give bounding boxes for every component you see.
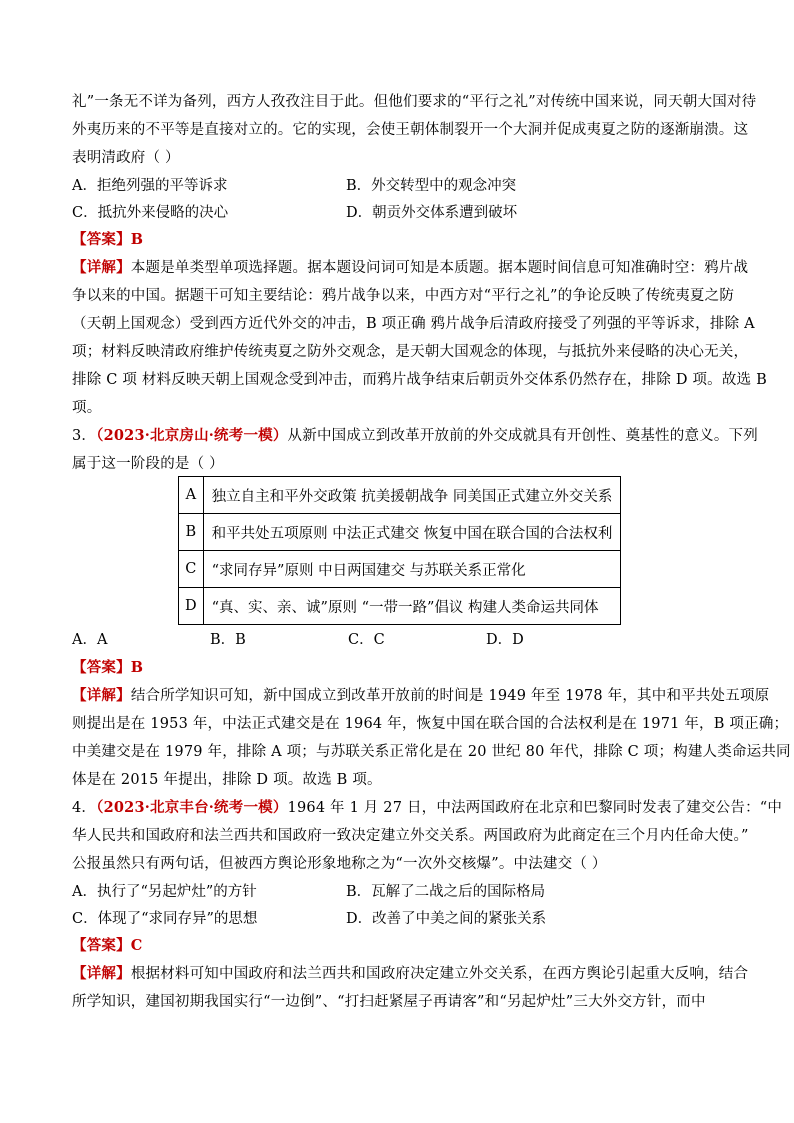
- q3-option-d: D．D: [486, 632, 524, 648]
- q2-detail-line: 排除 C 项 材料反映天朝上国观念受到冲击，而鸦片战争结束后朝贡外交体系仍然存在，排除 D 项。故选 B: [72, 372, 767, 388]
- q4-option-c: C．体现了“求同存异”的思想: [72, 911, 258, 927]
- table-row-text: 独立自主和平外交政策 抗美援朝战争 同美国正式建立外交关系: [203, 477, 621, 514]
- table-row: [179, 477, 621, 514]
- q3-option-a: A．A: [72, 632, 108, 648]
- q2-option-a: A．拒绝列强的平等诉求: [72, 178, 228, 194]
- q2-option-d: D．朝贡外交体系遭到破坏: [346, 205, 518, 221]
- q2-stem-line: 外夷历来的不平等是直接对立的。它的实现，会使王朝体制裂开一个大洞并促成夷夏之防的逐渐崩溃。这: [72, 122, 749, 138]
- q4-stem-line: 4．（2023·北京丰台·统考一模）1964 年 1 月 27 日，中法两国政府在北京和巴黎同时发表了建交公告：“中: [72, 799, 783, 816]
- q2-detail-line: 争以来的中国。据题干可知主要结论：鸦片战争以来，中西方对“平行之礼”的争论反映了传统夷夏之防: [72, 288, 735, 304]
- q4-stem-line: 公报虽然只有两句话，但被西方舆论形象地称之为“一次外交核爆”。中法建交（ ）: [72, 856, 607, 872]
- q3-answer: 【答案】B: [72, 659, 144, 676]
- table-row: [179, 551, 621, 588]
- q4-detail-line: 所学知识，建国初期我国实行“一边倒”、“打扫赶紧屋子再请客”和“另起炉灶”三大外交方针，而中: [72, 994, 706, 1010]
- table-row-key: B: [179, 514, 204, 551]
- q4-detail-line: 【详解】根据材料可知中国政府和法兰西共和国政府决定建立外交关系，在西方舆论引起重大反响，结合: [72, 965, 749, 982]
- table-row: [179, 588, 621, 625]
- q3-option-c: C．C: [348, 632, 385, 648]
- q2-detail-line: 项。: [72, 400, 102, 416]
- table-row-key: D: [179, 588, 204, 625]
- q4-option-a: A．执行了“另起炉灶”的方针: [72, 884, 257, 900]
- q2-detail-line: （天朝上国观念）受到西方近代外交的冲击，B 项正确 鸦片战争后清政府接受了列强的平等诉求，排除 A: [72, 316, 755, 332]
- q3-detail-line: 则提出是在 1953 年，中法正式建交是在 1964 年，恢复中国在联合国的合法权利是在 1971 年，B 项正确；: [72, 716, 789, 732]
- q4-detail-label: 【详解】: [72, 965, 131, 982]
- q2-option-b: B．外交转型中的观念冲突: [346, 178, 517, 194]
- q2-detail-line: 项；材料反映清政府维护传统夷夏之防外交观念，是天朝大国观念的体现，与抵抗外来侵略的决心无关，: [72, 344, 749, 360]
- q3-options-table: [178, 476, 621, 625]
- q3-detail-label: 【详解】: [72, 687, 131, 704]
- q4-option-d: D．改善了中美之间的紧张关系: [346, 911, 547, 927]
- q4-source: （2023·北京丰台·统考一模）: [96, 799, 288, 816]
- q3-detail-line: 体是在 2015 年提出，排除 D 项。故选 B 项。: [72, 772, 382, 788]
- q2-detail-line: 【详解】本题是单类型单项选择题。据本题设问词可知是本质题。据本题时间信息可知准确时空：鸦片战: [72, 259, 749, 276]
- q4-answer: 【答案】C: [72, 937, 143, 954]
- q3-detail-line: 【详解】结合所学知识可知，新中国成立到改革开放前的时间是 1949 年至 1978 年，其中和平共处五项原: [72, 687, 770, 704]
- table-row-key: A: [179, 477, 204, 514]
- table-row-key: C: [179, 551, 204, 588]
- table-row-text: “真、实、亲、诚”原则 “一带一路”倡议 构建人类命运共同体: [203, 588, 621, 625]
- table-row-text: “求同存异”原则 中日两国建交 与苏联关系正常化: [203, 551, 621, 588]
- q3-number: 3．: [72, 428, 97, 444]
- q3-source: （2023·北京房山·统考一模）: [96, 427, 288, 444]
- q2-option-c: C．抵抗外来侵略的决心: [72, 205, 229, 221]
- q3-detail-line: 中美建交是在 1979 年，排除 A 项；与苏联关系正常化是在 20 世纪 80 年代，排除 C 项；构建人类命运共同: [72, 744, 791, 760]
- table-row-text: 和平共处五项原则 中法正式建交 恢复中国在联合国的合法权利: [203, 514, 621, 551]
- q4-stem-line: 华人民共和国政府和法兰西共和国政府一致决定建立外交关系。两国政府为此商定在三个月内任命大使。”: [72, 828, 749, 844]
- q3-stem-line: 3．（2023·北京房山·统考一模）从新中国成立到改革开放前的外交成就具有开创性、奠基性的意义。下列: [72, 427, 758, 444]
- table-row: [179, 514, 621, 551]
- q3-stem-line: 属于这一阶段的是（ ）: [72, 456, 224, 472]
- q4-number: 4．: [72, 800, 97, 816]
- q4-option-b: B．瓦解了二战之后的国际格局: [346, 884, 546, 900]
- q3-option-b: B．B: [210, 632, 246, 648]
- q2-detail-label: 【详解】: [72, 259, 131, 276]
- q2-stem-line: 表明清政府（ ）: [72, 150, 180, 166]
- q2-stem-line: 礼”一条无不详为备列，西方人孜孜注目于此。但他们要求的“平行之礼”对传统中国来说，同天朝大国对待: [72, 94, 757, 110]
- q2-answer: 【答案】B: [72, 231, 144, 248]
